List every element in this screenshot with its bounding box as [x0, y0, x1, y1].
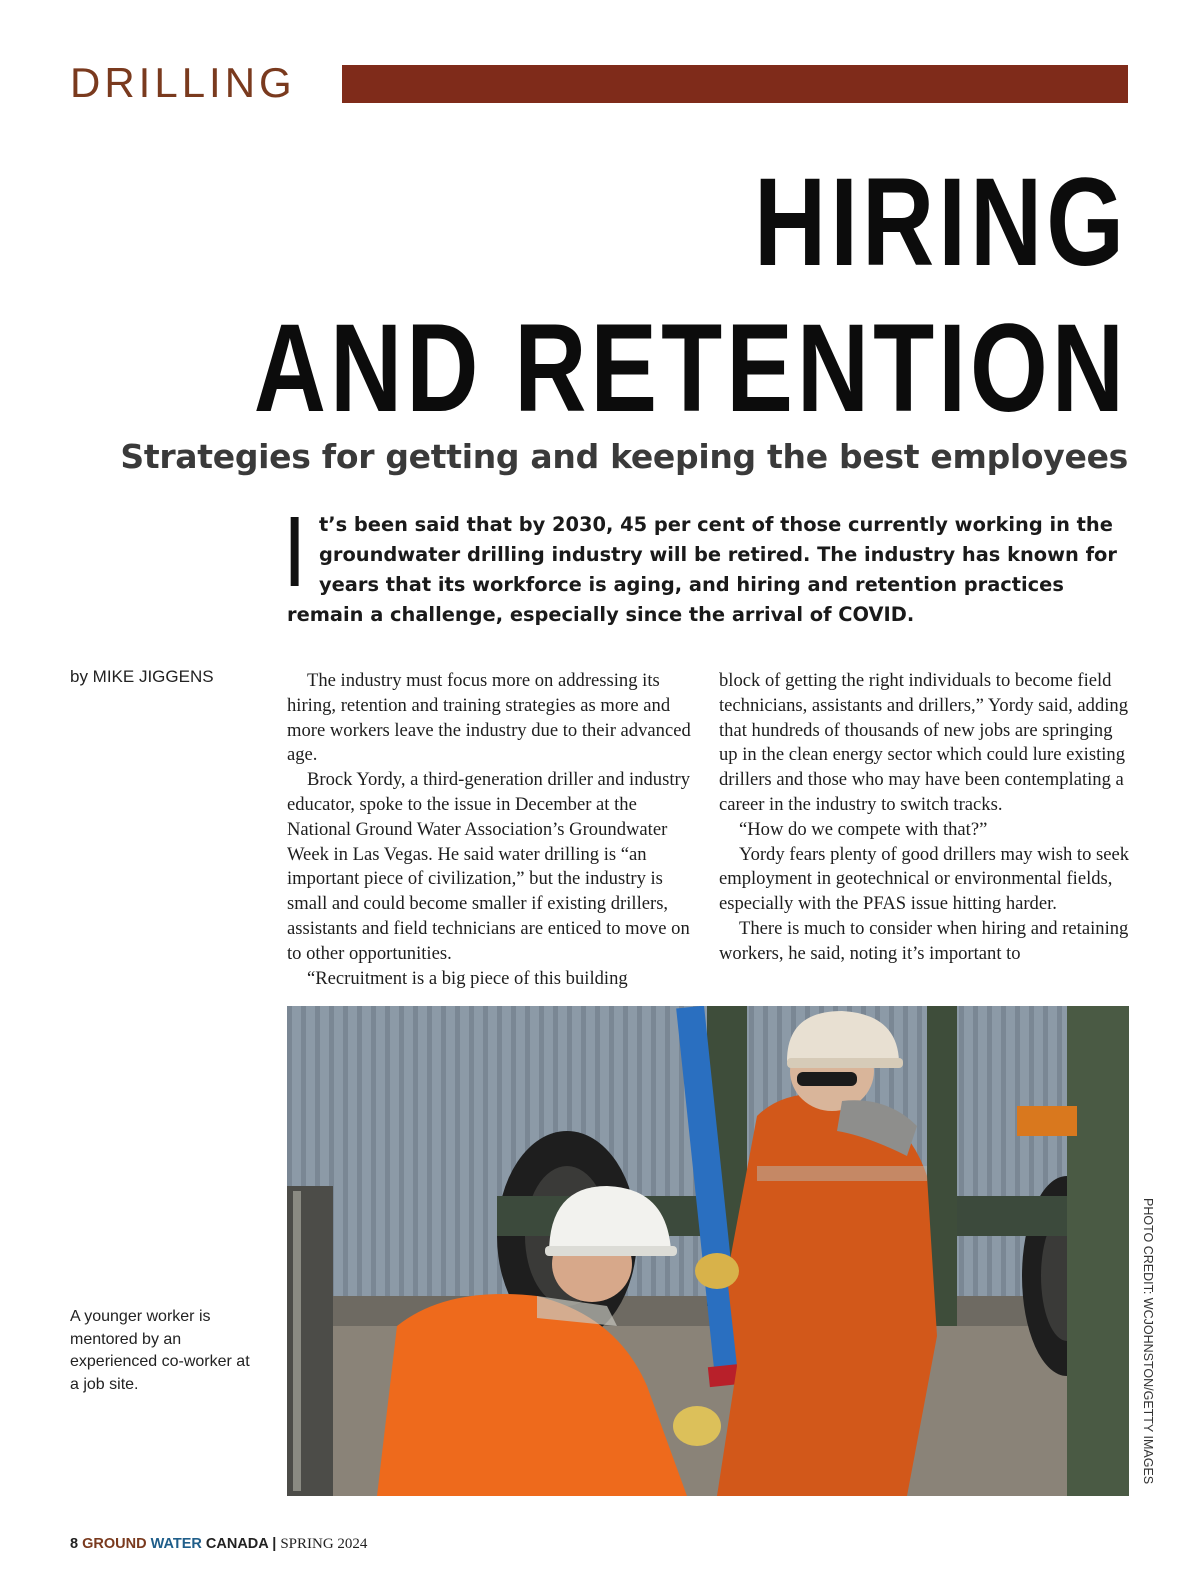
- body-paragraph: Brock Yordy, a third-generation driller and industry educator, spoke to the issue in December at the National Ground Water Association’s Groundwater Week in Las Vegas. He said water drilling is “an important piece of civilization,” but the industry is small and could become smaller if existing drillers, assistants and field technicians are enticed to move on to other opportunities.: [287, 769, 690, 964]
- body-paragraph: block of getting the right individuals to become field technicians, assistants and drillers,” Yordy said, adding that hundreds of thousands of new jobs are springing up in the clean energy sector which could lure existing drillers and those who may have been contemplating a career in the industry to switch tracks.: [719, 670, 1128, 815]
- magazine-name-ground: GROUND: [82, 1536, 147, 1552]
- photo-caption: A younger worker is mentored by an experienced co-worker at a job site.: [70, 1308, 250, 1393]
- article-photo: [287, 1006, 1129, 1496]
- section-rule-bar: [342, 65, 1128, 103]
- body-paragraph: “How do we compete with that?”: [739, 818, 988, 840]
- body-paragraph: There is much to consider when hiring and retaining workers, he said, noting it’s important to: [719, 917, 1129, 964]
- magazine-name-canada: CANADA: [205, 1536, 269, 1552]
- body-paragraph: “Recruitment is a big piece of this building: [307, 967, 628, 989]
- photo-credit: [1141, 1198, 1155, 1498]
- drilling-workers-photo: [287, 1006, 1129, 1496]
- lede-text: t’s been said that by 2030, 45 per cent of those currently working in the groundwater drilling industry will be retired. The industry has known for years that its workforce is aging, and hiring and retention practices remain a challenge, especially since the arrival of COVID.: [287, 513, 1117, 626]
- footer-separator: |: [272, 1536, 277, 1552]
- issue-date: SPRING 2024: [280, 1536, 368, 1552]
- body-column-2: [719, 669, 1131, 967]
- headline-line-1: HIRING: [754, 152, 1128, 293]
- byline: by MIKE JIGGENS: [70, 667, 214, 686]
- page-number: 8: [70, 1536, 79, 1552]
- magazine-name-water: WATER: [150, 1536, 202, 1552]
- page-footer: [70, 1536, 367, 1553]
- headline-line-2: AND RETENTION: [253, 298, 1128, 439]
- drop-cap: I: [287, 496, 303, 608]
- body-column-1: [287, 669, 695, 991]
- subheadline: Strategies for getting and keeping the best employees: [120, 437, 1128, 476]
- section-label: DRILLING: [70, 59, 296, 106]
- body-paragraph: The industry must focus more on addressing its hiring, retention and training strategies as more and more workers leave the industry due to their advanced age.: [287, 670, 691, 766]
- photo-credit-text: PHOTO CREDIT: WCJOHNSTON/GETTY IMAGES: [1141, 1198, 1155, 1485]
- body-paragraph: Yordy fears plenty of good drillers may wish to seek employment in geotechnical or environmental fields, especially with the PFAS issue hitting harder.: [719, 843, 1130, 915]
- lede-paragraph: [287, 496, 1129, 630]
